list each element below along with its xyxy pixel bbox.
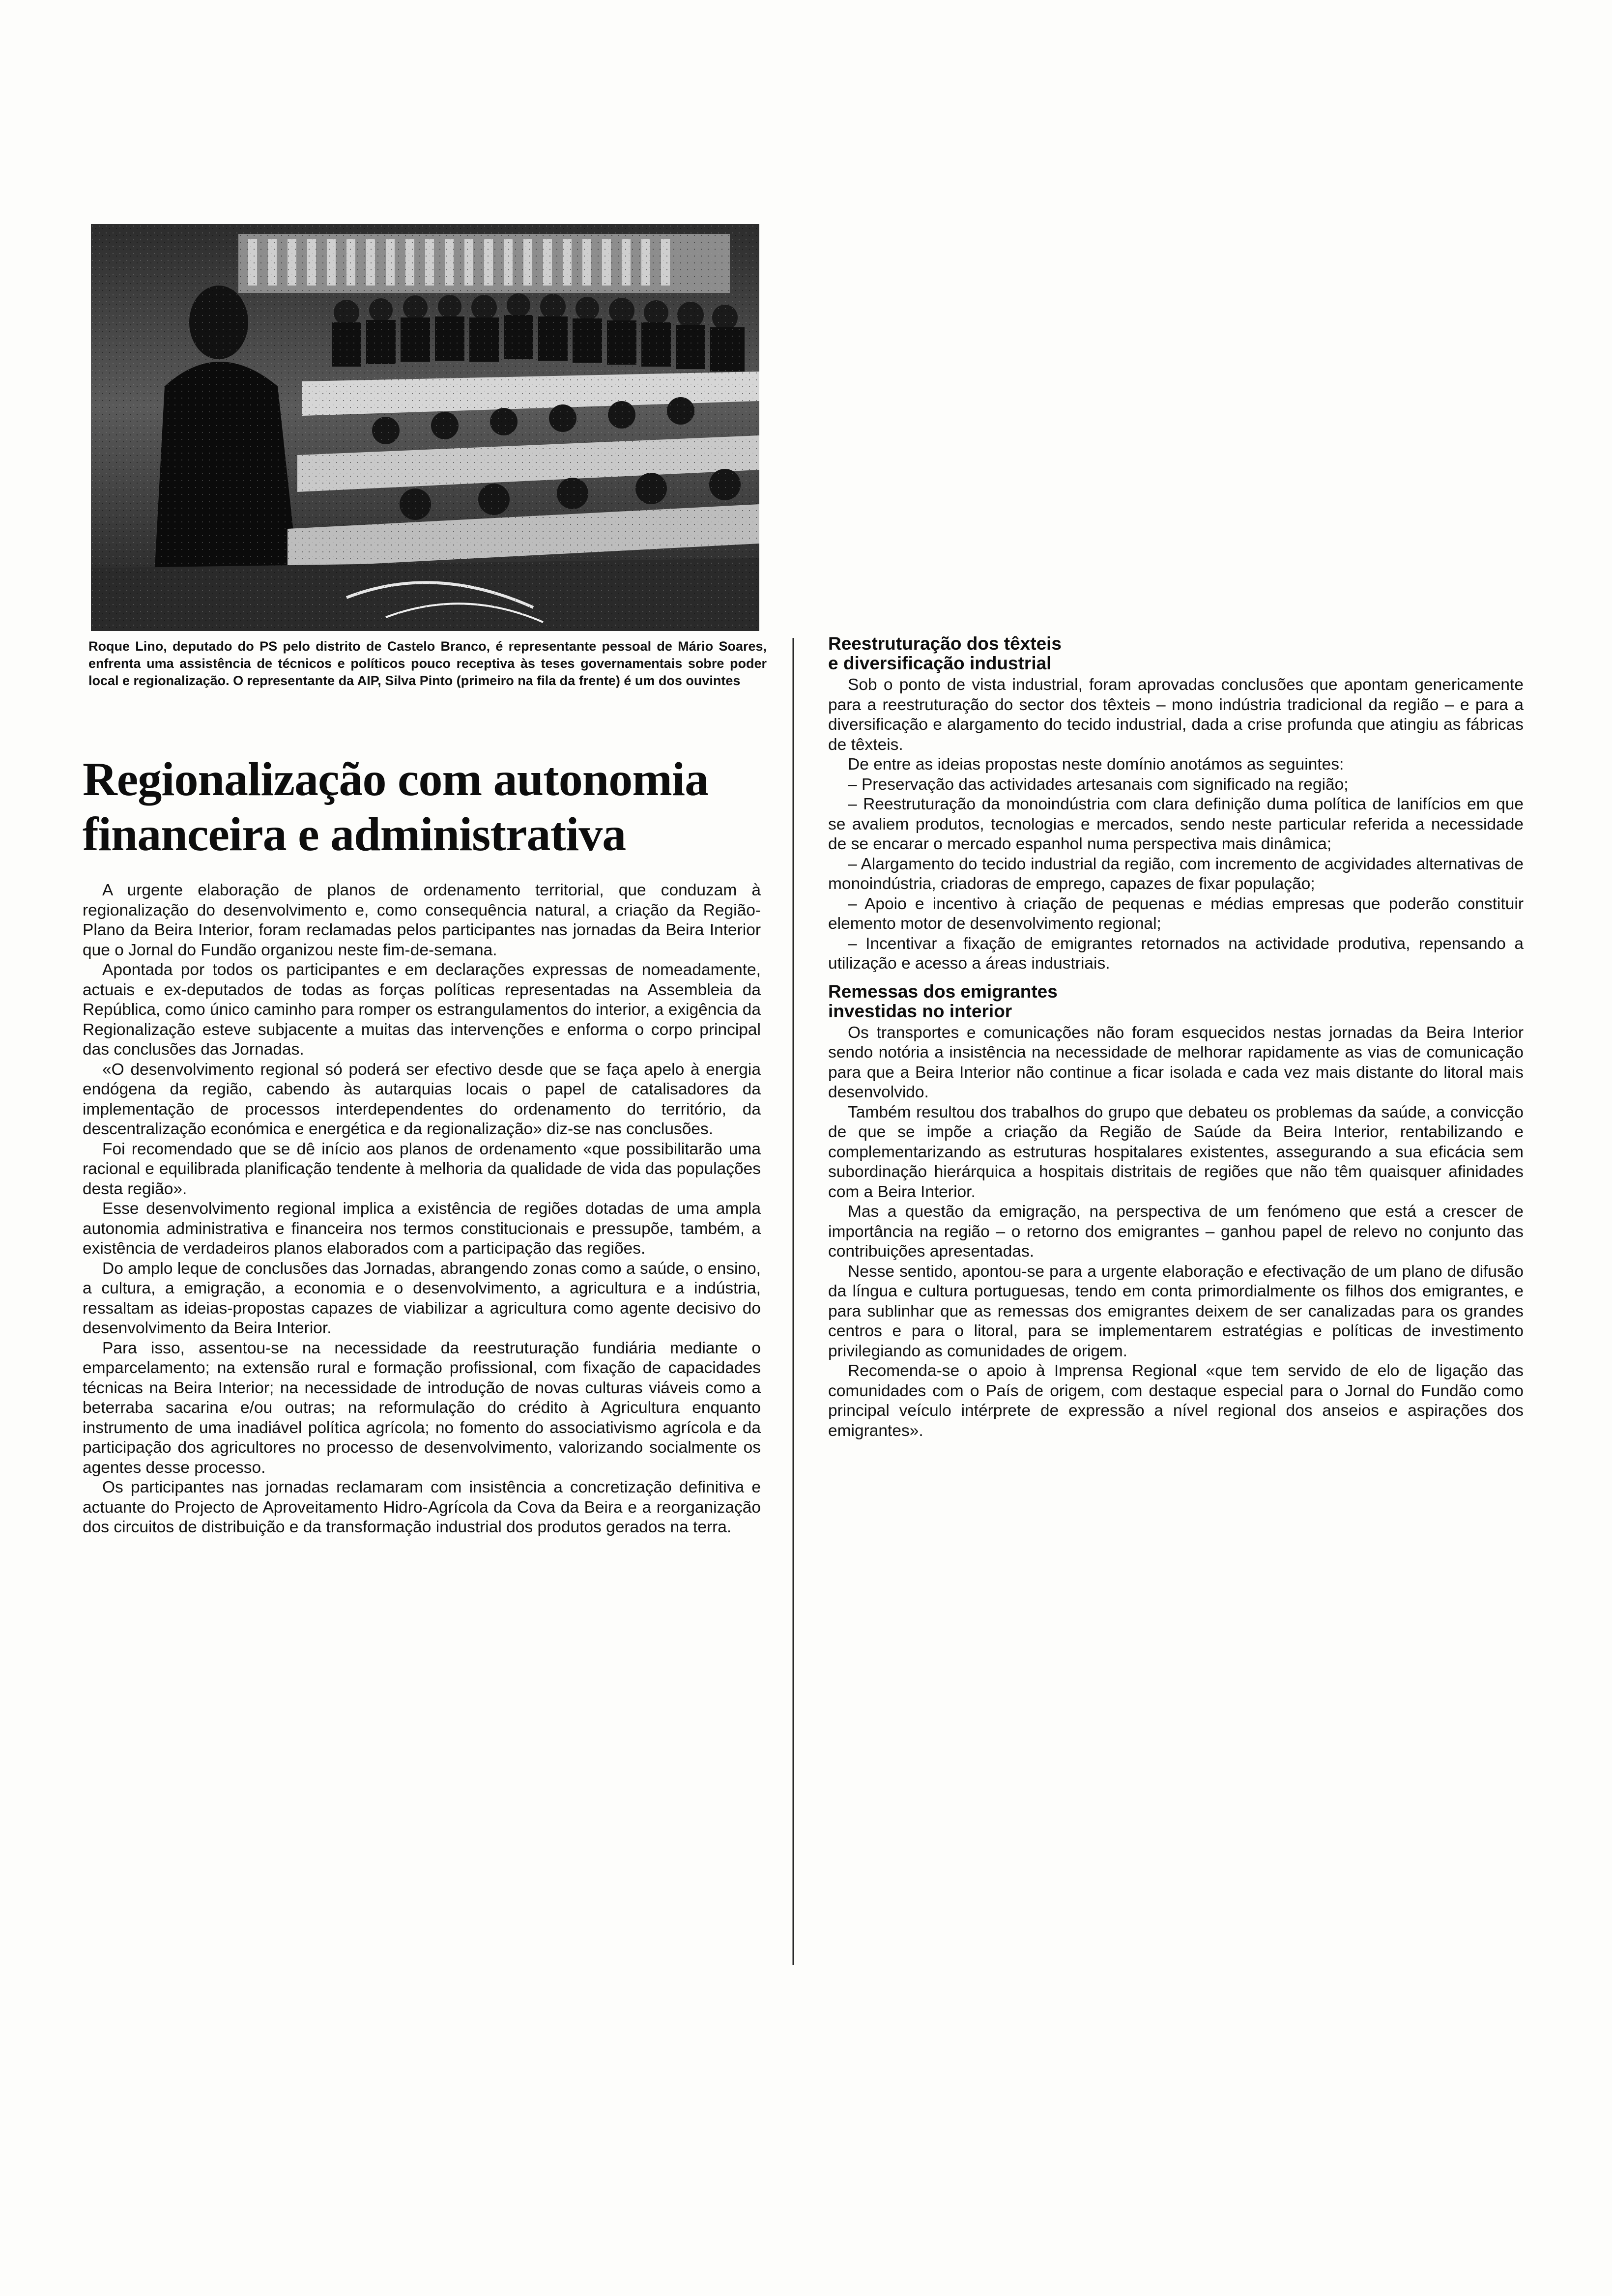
column-marker-line [792, 638, 794, 1965]
left-column-body [83, 881, 761, 1538]
body-paragraph: – Alargamento do tecido industrial da região, com incremento de acgividades alternativas de monoindústria, criadoras de emprego, capazes de fixar população; [828, 855, 1524, 893]
section-heading-line: Remessas dos emigrantes [828, 981, 1058, 1002]
headline-line-1: Regionalização com autonomia [83, 753, 709, 806]
body-paragraph: Mas a questão da emigração, na perspectiva de um fenómeno que está a crescer de importância na região – o retorno dos emigrantes – ganhou papel de relevo no conjunto das contribuições apresentadas. [828, 1203, 1524, 1261]
body-paragraph: Foi recomendado que se dê início aos planos de ordenamento «que possibilitarão uma racional e equilibrada planificação tendente à melhoria da qualidade de vida das populações desta região». [83, 1140, 761, 1198]
body-paragraph: Recomenda-se o apoio à Imprensa Regional «que tem servido de elo de ligação das comunidades com o País de origem, com destaque especial para o Jornal do Fundão como principal veículo intérprete de expressão a nível regional dos anseios e aspirações dos emigrantes». [828, 1362, 1524, 1440]
body-paragraph: Os transportes e comunicações não foram esquecidos nestas jornadas da Beira Interior sendo notória a insistência na necessidade de melhorar rapidamente as vias de comunicação para que a Beira Interior não continue a ficar isolada e cada vez mais distante do litoral mais desenvolvido. [828, 1023, 1524, 1101]
photo-caption: Roque Lino, deputado do PS pelo distrito de Castelo Branco, é representante pessoal de Mário Soares, enfrenta uma assistência de técnicos e políticos pouco receptiva às teses governamentais sobre poder local e regionalização. O representante da AIP, Silva Pinto (primeiro na fila da frente) é um dos ouvintes [88, 639, 767, 688]
body-paragraph: Sob o ponto de vista industrial, foram aprovadas conclusões que apontam genericamente para a reestruturação do sector dos têxteis – mono indústria tradicional da região – e para a diversificação e alargamento do tecido industrial, dada a crise profunda que atingiu as fábricas de têxteis. [828, 676, 1524, 754]
body-paragraph: – Apoio e incentivo à criação de pequenas e médias empresas que poderão constituir elemento motor de desenvolvimento regional; [828, 894, 1524, 933]
right-column [828, 634, 1524, 1441]
body-paragraph: Do amplo leque de conclusões das Jornadas, abrangendo zonas como a saúde, o ensino, a cultura, a emigração, a economia e o desenvolvimento, a agricultura e a indústria, ressaltam as ideias-propostas capazes de viabilizar a agricultura como agente decisivo do desenvolvimento da Beira Interior. [83, 1259, 761, 1337]
conference-photo-image [91, 224, 759, 631]
body-paragraph: Esse desenvolvimento regional implica a existência de regiões dotadas de uma ampla autonomia administrativa e financeira nos termos constitucionais e pressupõe, também, a existência de verdadeiros planos elaborados com a participação das regiões. [83, 1200, 761, 1258]
section-heading-line: investidas no interior [828, 1001, 1012, 1021]
section-heading-line: Reestruturação dos têxteis [828, 633, 1062, 654]
section-spacer [828, 974, 1524, 982]
conference-photo [91, 224, 759, 631]
body-paragraph: – Preservação das actividades artesanais com significado na região; [848, 775, 1349, 794]
body-paragraph: Nesse sentido, apontou-se para a urgente elaboração e efectivação de um plano de difusão da língua e cultura portuguesas, tendo em conta primordialmente os filhos dos emigrantes, e para sublinhar que as remessas dos emigrantes deixem de ser canalizadas para os grandes centros e para o litoral, para se implementarem estratégias e políticas de investimento privilegiando as comunidades de origem. [828, 1262, 1524, 1360]
section-heading-line: e diversificação industrial [828, 653, 1052, 673]
body-paragraph: Apontada por todos os participantes e em declarações expressas de nomeadamente, actuais e ex-deputados de todas as forças políticas representadas na Assembleia da República, como único caminho para romper os estrangulamentos do interior, a exigência da Regionalização esteve subjacente a muitas das intervenções e enforma o corpo principal das conclusões das Jornadas. [83, 961, 761, 1059]
body-paragraph: A urgente elaboração de planos de ordenamento territorial, que conduzam à regionalização do desenvolvimento e, como consequência natural, a criação da Região-Plano da Beira Interior, foram reclamadas pelos participantes nas jornadas da Beira Interior que o Jornal do Fundão organizou neste fim-de-semana. [83, 881, 761, 959]
headline-line-2: financeira e administrativa [83, 808, 626, 861]
section-heading-remittances [828, 982, 1524, 1021]
body-paragraph: «O desenvolvimento regional só poderá ser efectivo desde que se faça apelo à energia endógena da região, cabendo às autarquias locais o papel de catalisadores da implementação de processos interdependentes do ordenamento do território, da descentralização económica e energética e da regionalização» diz-se nas conclusões. [83, 1060, 761, 1138]
section-heading-textiles [828, 634, 1524, 673]
article-headline [83, 752, 780, 862]
body-paragraph: Também resultou dos trabalhos do grupo que debateu os problemas da saúde, a convicção de que se impõe a criação da Região de Saúde da Beira Interior, rentabilizando e complementarizando as estruturas hospitalares existentes, assegurando a sua eficácia sem subordinação hierárquica a hospitais distritais de regiões que não têm quaisquer afinidades com a Beira Interior. [828, 1103, 1524, 1201]
body-paragraph: – Reestruturação da monoindústria com clara definição duma política de lanifícios em que se avaliem produtos, tecnologias e mercados, sendo neste particular referida a necessidade de se encarar o mercado espanhol numa perspectiva mais dinâmica; [828, 795, 1524, 853]
body-paragraph: De entre as ideias propostas neste domínio anotámos as seguintes: [848, 755, 1344, 774]
body-paragraph: – Incentivar a fixação de emigrantes retornados na actividade produtiva, repensando a utilização e acesso a áreas industriais. [828, 934, 1524, 973]
body-paragraph: Para isso, assentou-se na necessidade da reestruturação fundiária mediante o emparcelamento; na extensão rural e formação profissional, com fixação de capacidades técnicas na Beira Interior; na necessidade de introdução de novas culturas viáveis como a beterraba sacarina e/ou outras; na reformulação do crédito à Agricultura enquanto instrumento de uma inadiável política agrícola; no fomento do associativismo agrícola e da participação dos agricultores no processo de desenvolvimento, valorizando socialmente os agentes desse processo. [83, 1339, 761, 1477]
body-paragraph: Os participantes nas jornadas reclamaram com insistência a concretização definitiva e actuante do Projecto de Aproveitamento Hidro-Agrícola da Cova da Beira e a reorganização dos circuitos de distribuição e da transformação industrial dos produtos gerados na terra. [83, 1478, 761, 1536]
